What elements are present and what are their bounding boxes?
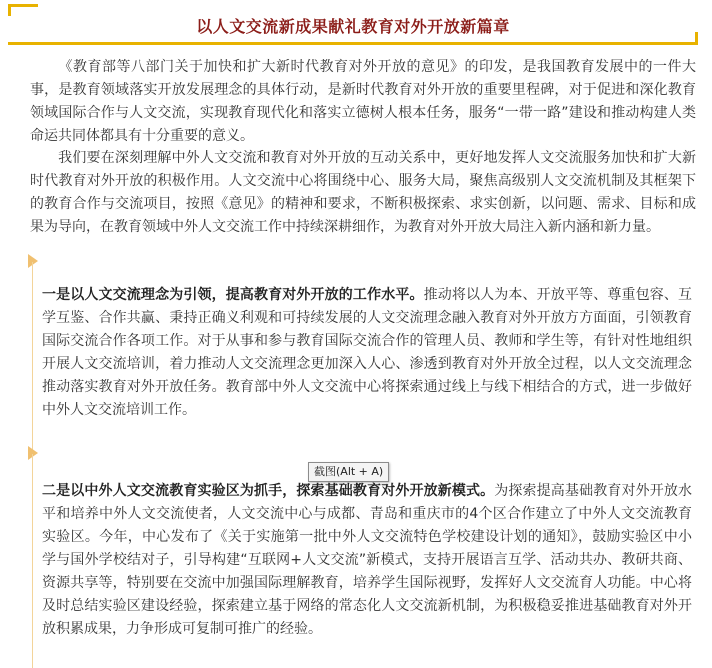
title-frame [8, 4, 698, 44]
section-body [42, 284, 692, 422]
section-rule [32, 262, 33, 452]
section-body [42, 480, 692, 641]
section-arrow-icon [28, 446, 38, 460]
screenshot-tooltip: 截图(Alt + A) [308, 462, 389, 482]
title-frame-corner-right [695, 32, 698, 44]
intro-paragraph-1 [30, 56, 696, 148]
section-lead: 一是以人文交流理念为引领，提高教育对外开放的工作水平。 [42, 287, 424, 303]
intro-paragraph-2 [30, 147, 696, 239]
section-one [28, 254, 698, 454]
section-text: 推动将以人为本、开放平等、尊重包容、互学互鉴、合作共赢、秉持正确义利观和可持续发展的人文交流理念融入教育对外开放方方面面，引领教育国际交流合作各项工作。对于从事和参与教育国际交流合作的管理人员、教师和学生等，有针对性地组织开展人文交流培训，着力推动人文交流理念更加深入人心、渗透到教育对外开放全过程，以人文交流理念推动落实教育对外开放任务。教育部中外人文交流中心将探索通过线上与线下相结合的方式，进一步做好中外人文交流培训工作。 [42, 287, 693, 418]
title-underline [8, 42, 698, 45]
paragraph-text: 我们要在深刻理解中外人文交流和教育对外开放的互动关系中，更好地发挥人文交流服务加快和扩大新时代教育对外开放的积极作用。人文交流中心将围绕中心、服务大局，聚焦高级别人文交流机制及其框架下的教育合作与交流项目，按照《意见》的精神和要求，不断积极探索、求实创新，以问题、需求、目标和成果为导向，在教育领域中外人文交流工作中持续深耕细作，为教育对外开放大局注入新内涵和新力量。 [30, 150, 696, 235]
section-arrow-icon [28, 254, 38, 268]
paragraph-text: 《教育部等八部门关于加快和扩大新时代教育对外开放的意见》的印发，是我国教育发展中的一件大事，是教育领域落实开放发展理念的具体行动，是新时代教育对外开放的重要里程碑，对于促进和深化教育领域国际合作与人文交流，实现教育现代化和落实立德树人根本任务，服务“一带一路”建设和推动构建人类命运共同体都具有十分重要的意义。 [30, 59, 696, 144]
article-title: 以人文交流新成果献礼教育对外开放新篇章 [196, 17, 510, 36]
section-rule [32, 454, 33, 668]
title-frame-top-line [8, 4, 38, 7]
section-text: 为探索提高基础教育对外开放水平和培养中外人文交流使者，人文交流中心与成都、青岛和重庆市的4个区合作建立了中外人文交流教育实验区。今年，中心发布了《关于实施第一批中外人文交流特色学校建设计划的通知》，鼓励实验区中小学与国外学校结对子，引导构建“互联网+人文交流”新模式，支持开展语言互学、活动共办、教研共商、资源共享等，特别要在交流中加强国际理解教育，培养学生国际视野，发挥好人文交流育人功能。中心将及时总结实验区建设经验，探索建立基于网络的常态化人文交流新机制，为积极稳妥推进基础教育对外开放积累成果，力争形成可复制可推广的经验。 [42, 483, 692, 637]
section-lead: 二是以中外人文交流教育实验区为抓手，探索基础教育对外开放新模式。 [42, 483, 495, 499]
